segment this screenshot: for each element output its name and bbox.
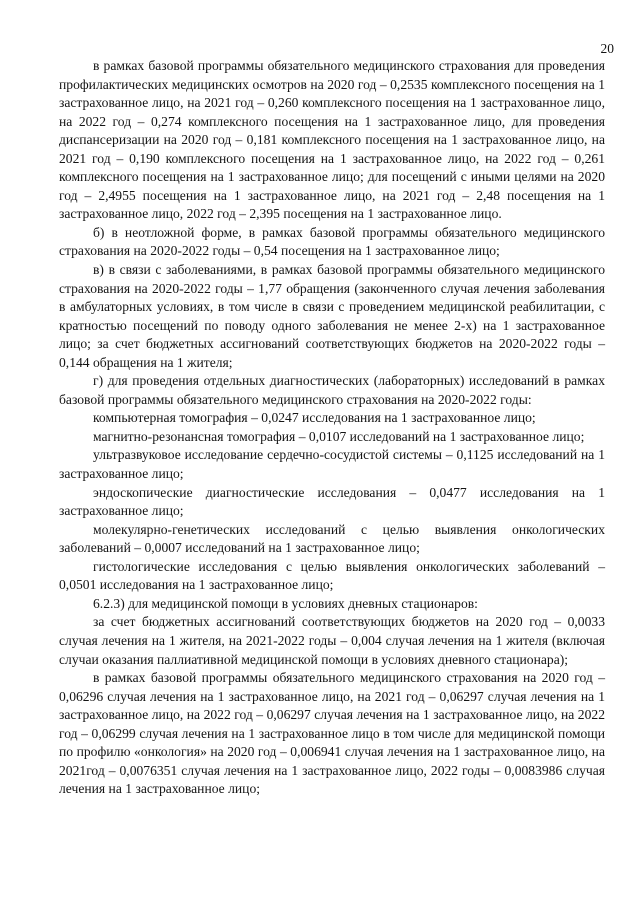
paragraph-diagnostic-studies: г) для проведения отдельных диагностических (лабораторных) исследований в рамках базовой программы обязательного медицинского страхования на 2020-2022 годы: (59, 373, 605, 407)
document-page (59, 42, 605, 882)
paragraph-emergency-visits: б) в неотложной форме, в рамках базовой программы обязательного медицинского страхования на 2020-2022 годы – 0,54 посещения на 1 застрахованное лицо; (59, 224, 605, 259)
paragraph-preventive-visits: в рамках базовой программы обязательного медицинского страхования для проведения профилактических медицинских осмотров на 2020 год – 0,2535 комплексного посещения на 1 застрахованное лицо, на 2021 год – 0,260 комплексного посещения на 1 застрахованное лицо, на 2022 год – 0,274 комплексного посещения на 1 застрахованное лицо, для проведения диспансеризации на 2020 год – 0,181 комплексного посещения на 1 застрахованное лицо, на 2021 год – 0,190 комплексного посещения на 1 застрахованное лицо, на 2022 год – 0,261 комплексного посещения на 1 застрахованное лицо; для посещений с иными целями на 2020 год – 2,4955 посещения на 1 застрахованное лицо, на 2021 год – 2,48 посещения на 1 застрахованное лицо, 2022 год – 2,395 посещения на 1 застрахованное лицо. (59, 58, 605, 222)
paragraph-budget-day-hospital: за счет бюджетных ассигнований соответствующих бюджетов на 2020 год – 0,0033 случая лечения на 1 жителя, на 2021-2022 годы – 0,004 случая лечения на 1 жителя (включая случаи оказания паллиативной медицинской помощи в условиях дневного стационара); (59, 614, 605, 667)
paragraph-mri: магнитно-резонансная томография – 0,0107 исследований на 1 застрахованное лицо; (93, 428, 585, 444)
paragraph-day-hospital-heading: 6.2.3) для медицинской помощи в условиях дневных стационаров: (93, 595, 478, 611)
paragraph-oms-day-hospital: в рамках базовой программы обязательного медицинского страхования на 2020 год – 0,06296 случая лечения на 1 застрахованное лицо, на 2021 год – 0,06297 случая лечения на 1 застрахованное лицо, на 2022 год – 0,06297 случая лечения на 1 застрахованное лицо, на 2022 год – 0,06299 случая лечения на 1 застрахованное лицо в том числе для медицинской помощи по профилю «онкология» на 2020 год – 0,006941 случая лечения на 1 застрахованное лицо, на 2021год – 0,0076351 случая лечения на 1 застрахованное лицо, 2022 годы – 0,0083986 случая лечения на 1 застрахованное лицо; (59, 670, 605, 797)
paragraph-ultrasound: ультразвуковое исследование сердечно-сосудистой системы – 0,1125 исследований на 1 застрахованное лицо; (59, 447, 605, 482)
paragraph-disease-visits: в) в связи с заболеваниями, в рамках базовой программы обязательного медицинского страхования на 2020-2022 годы – 1,77 обращения (законченного случая лечения заболевания в амбулаторных условиях, в том числе в связи с проведением медицинской реабилитации, с кратностью посещений по поводу одного заболевания не менее 2-х) на 1 застрахованное лицо; за счет бюджетных ассигнований соответствующих бюджетов на 2020-2022 годы – 0,144 обращения на 1 жителя; (59, 262, 605, 370)
paragraph-ct: компьютерная томография – 0,0247 исследования на 1 застрахованное лицо; (93, 410, 536, 426)
paragraph-histology: гистологические исследования с целью выявления онкологических заболеваний – 0,0501 исследования на 1 застрахованное лицо; (59, 558, 605, 593)
paragraph-endoscopy: эндоскопические диагностические исследования – 0,0477 исследования на 1 застрахованное лицо; (59, 484, 605, 519)
page-number: 20 (600, 41, 614, 56)
paragraph-molecular-genetic: молекулярно-генетических исследований с целью выявления онкологических заболеваний – 0,0007 исследований на 1 застрахованное лицо; (59, 521, 605, 556)
